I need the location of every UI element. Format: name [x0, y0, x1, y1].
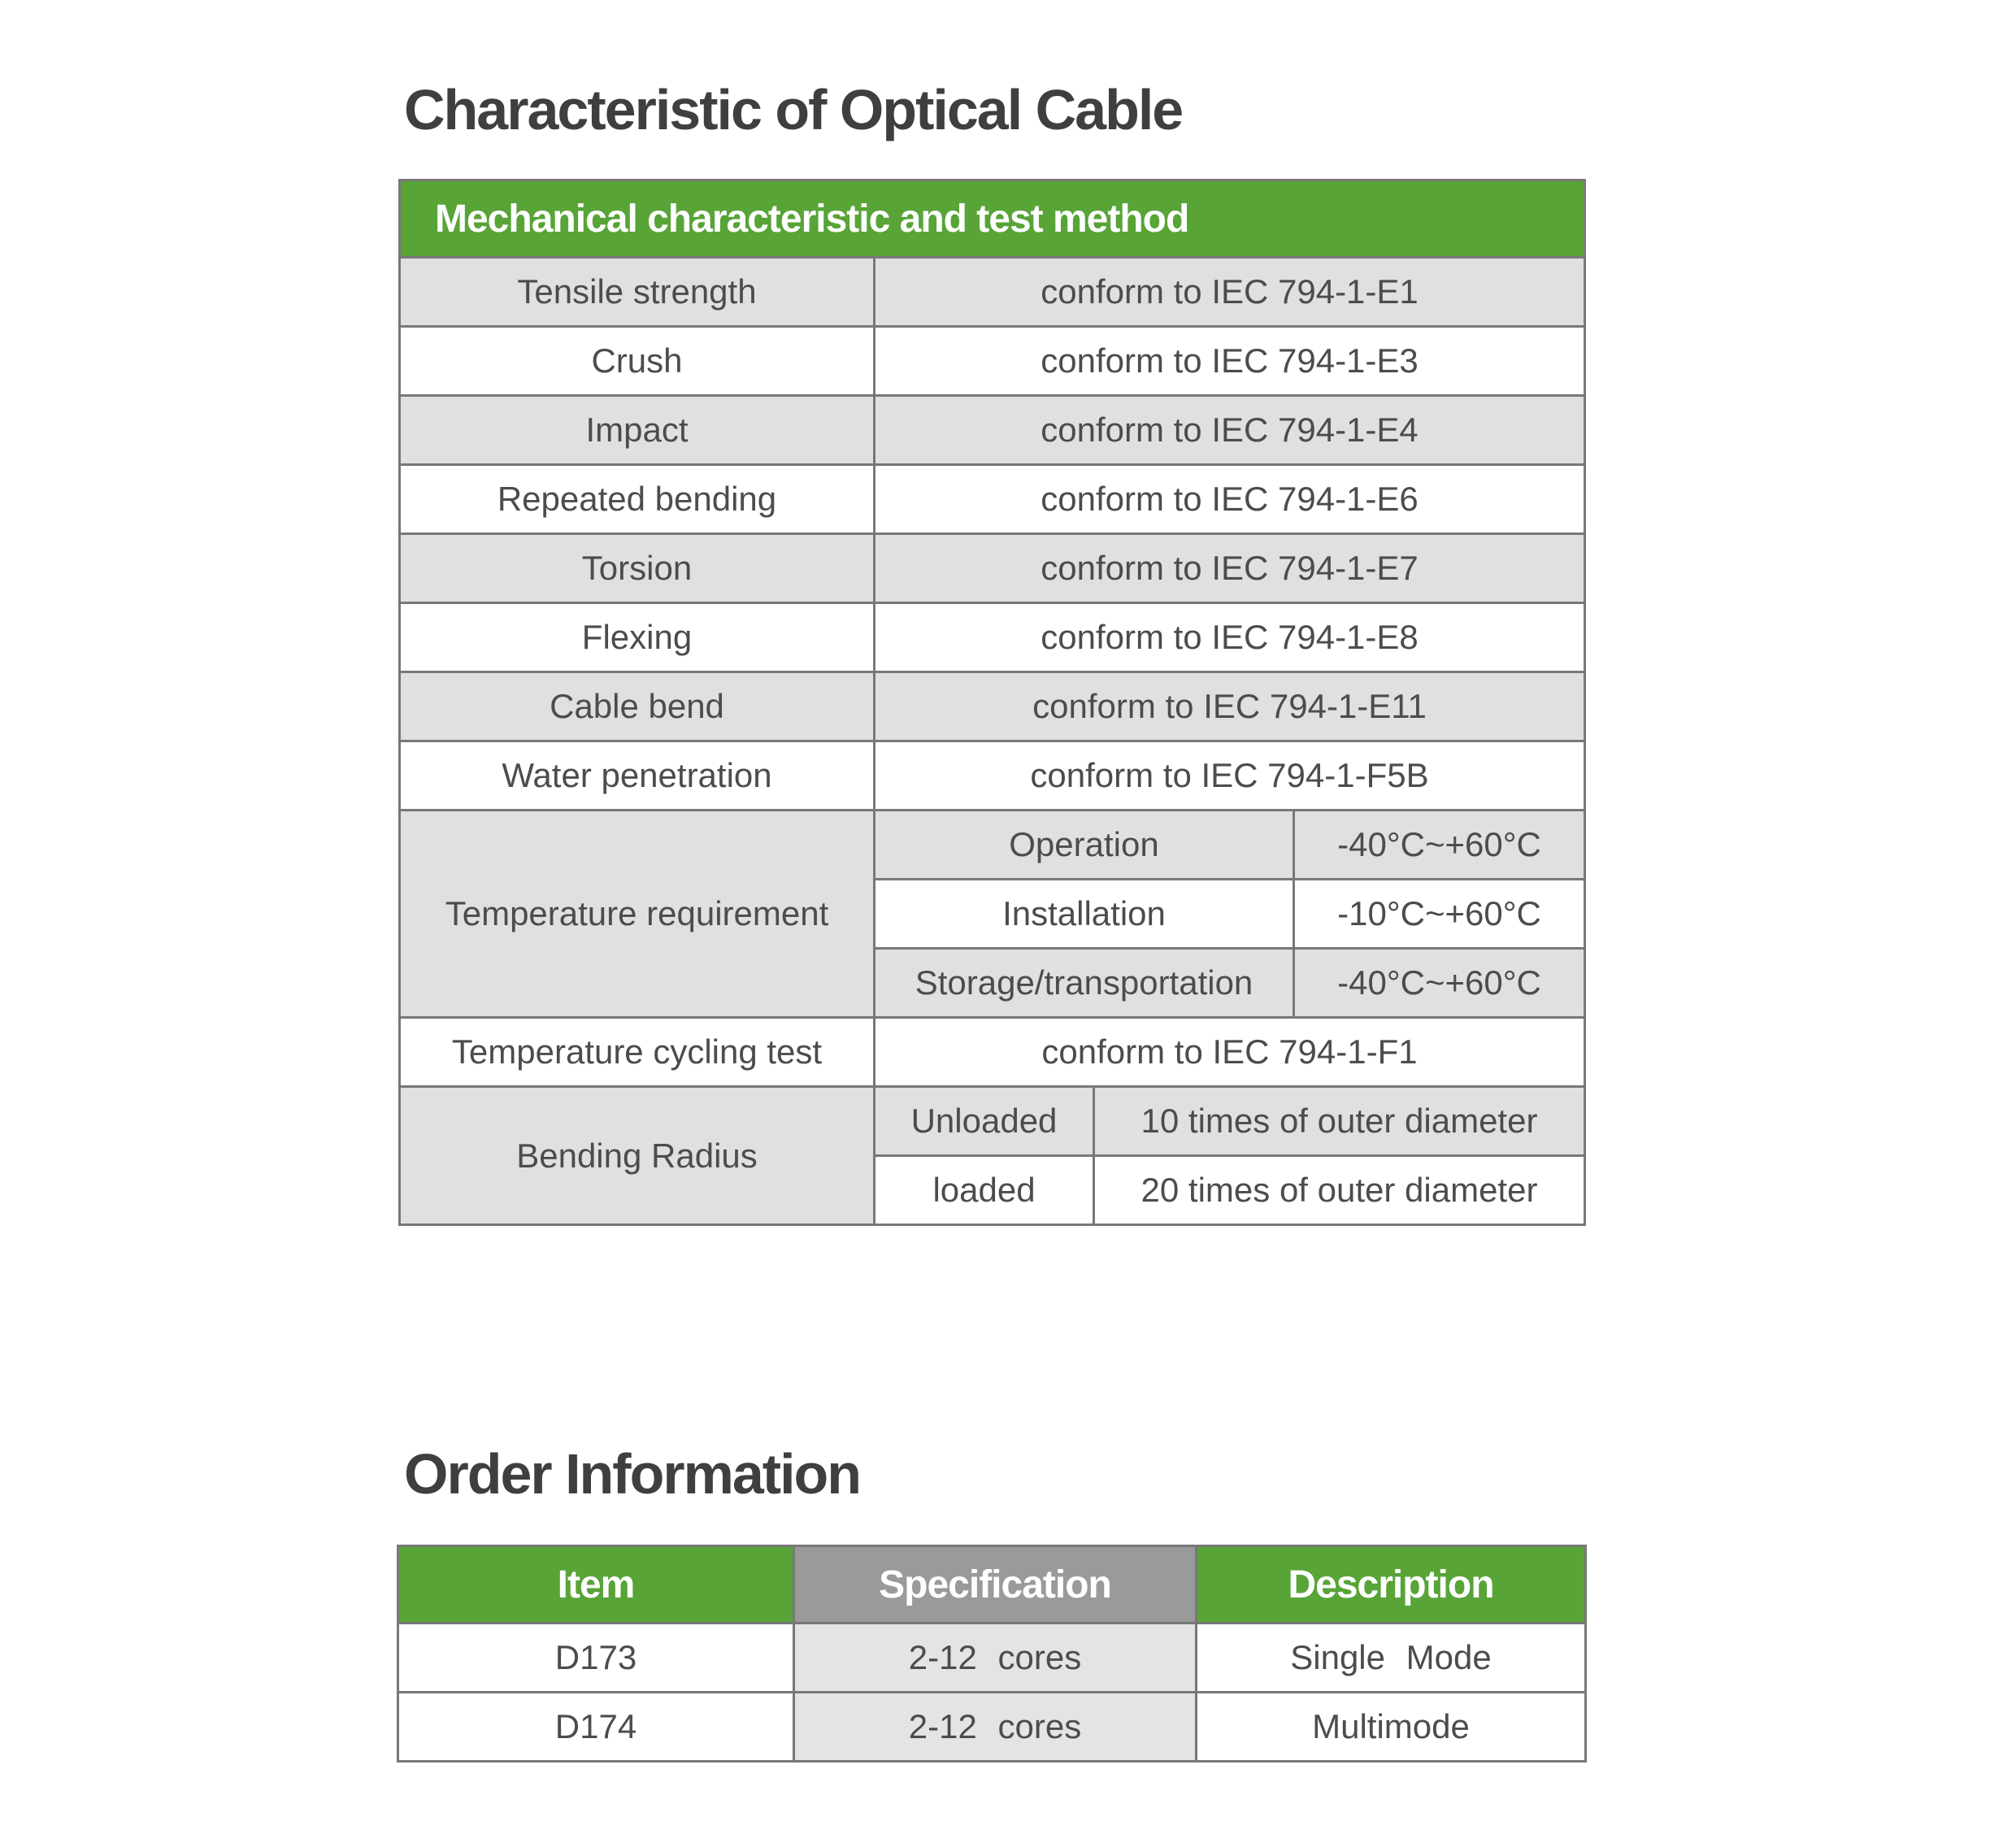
- row-value: conform to IEC 794-1-E3: [875, 327, 1585, 396]
- table-row: [400, 1018, 1585, 1087]
- row-label: Impact: [400, 396, 875, 465]
- table-row: [400, 1087, 1585, 1156]
- description-cell: Single Mode: [1197, 1623, 1586, 1693]
- characteristic-section-title: Characteristic of Optical Cable: [404, 78, 1183, 141]
- sub-row-label: Storage/transportation: [875, 949, 1294, 1018]
- mechanical-table-header-row: [400, 180, 1585, 258]
- description-cell: Multimode: [1197, 1693, 1586, 1762]
- item-cell: D174: [398, 1693, 794, 1762]
- table-row: [400, 258, 1585, 327]
- order-section-title: Order Information: [404, 1442, 861, 1506]
- row-value: conform to IEC 794-1-E8: [875, 603, 1585, 672]
- row-value: conform to IEC 794-1-E4: [875, 396, 1585, 465]
- row-value: conform to IEC 794-1-E1: [875, 258, 1585, 327]
- specification-cell: 2-12 cores: [794, 1623, 1197, 1693]
- sub-row-value: -40°C~+60°C: [1294, 811, 1585, 880]
- table-row: [398, 1693, 1586, 1762]
- table-row: [400, 811, 1585, 880]
- table-row: [400, 465, 1585, 534]
- description-column-header: Description: [1197, 1546, 1586, 1623]
- table-row: [400, 741, 1585, 811]
- temperature-requirement-label: Temperature requirement: [400, 811, 875, 1018]
- row-label: Temperature cycling test: [400, 1018, 875, 1087]
- bending-radius-label: Bending Radius: [400, 1087, 875, 1225]
- order-information-table: [397, 1545, 1587, 1763]
- item-cell: D173: [398, 1623, 794, 1693]
- row-label: Torsion: [400, 534, 875, 603]
- sub-row-label: Unloaded: [875, 1087, 1094, 1156]
- row-label: Flexing: [400, 603, 875, 672]
- table-row: [400, 327, 1585, 396]
- mechanical-table-header: Mechanical characteristic and test method: [400, 180, 1585, 258]
- specification-cell: 2-12 cores: [794, 1693, 1197, 1762]
- table-row: [400, 672, 1585, 741]
- sub-row-label: loaded: [875, 1156, 1094, 1225]
- order-table-header-row: [398, 1546, 1586, 1623]
- item-column-header: Item: [398, 1546, 794, 1623]
- row-value: conform to IEC 794-1-E6: [875, 465, 1585, 534]
- row-label: Cable bend: [400, 672, 875, 741]
- row-value: conform to IEC 794-1-F1: [875, 1018, 1585, 1087]
- row-value: conform to IEC 794-1-E7: [875, 534, 1585, 603]
- table-row: [400, 603, 1585, 672]
- row-label: Tensile strength: [400, 258, 875, 327]
- sub-row-label: Installation: [875, 880, 1294, 949]
- sub-row-value: 10 times of outer diameter: [1094, 1087, 1585, 1156]
- row-value: conform to IEC 794-1-F5B: [875, 741, 1585, 811]
- table-row: [400, 534, 1585, 603]
- mechanical-characteristic-table: [398, 179, 1586, 1226]
- specification-column-header: Specification: [794, 1546, 1197, 1623]
- sub-row-value: -40°C~+60°C: [1294, 949, 1585, 1018]
- sub-row-value: 20 times of outer diameter: [1094, 1156, 1585, 1225]
- sub-row-value: -10°C~+60°C: [1294, 880, 1585, 949]
- row-value: conform to IEC 794-1-E11: [875, 672, 1585, 741]
- sub-row-label: Operation: [875, 811, 1294, 880]
- row-label: Water penetration: [400, 741, 875, 811]
- row-label: Crush: [400, 327, 875, 396]
- row-label: Repeated bending: [400, 465, 875, 534]
- table-row: [398, 1623, 1586, 1693]
- table-row: [400, 396, 1585, 465]
